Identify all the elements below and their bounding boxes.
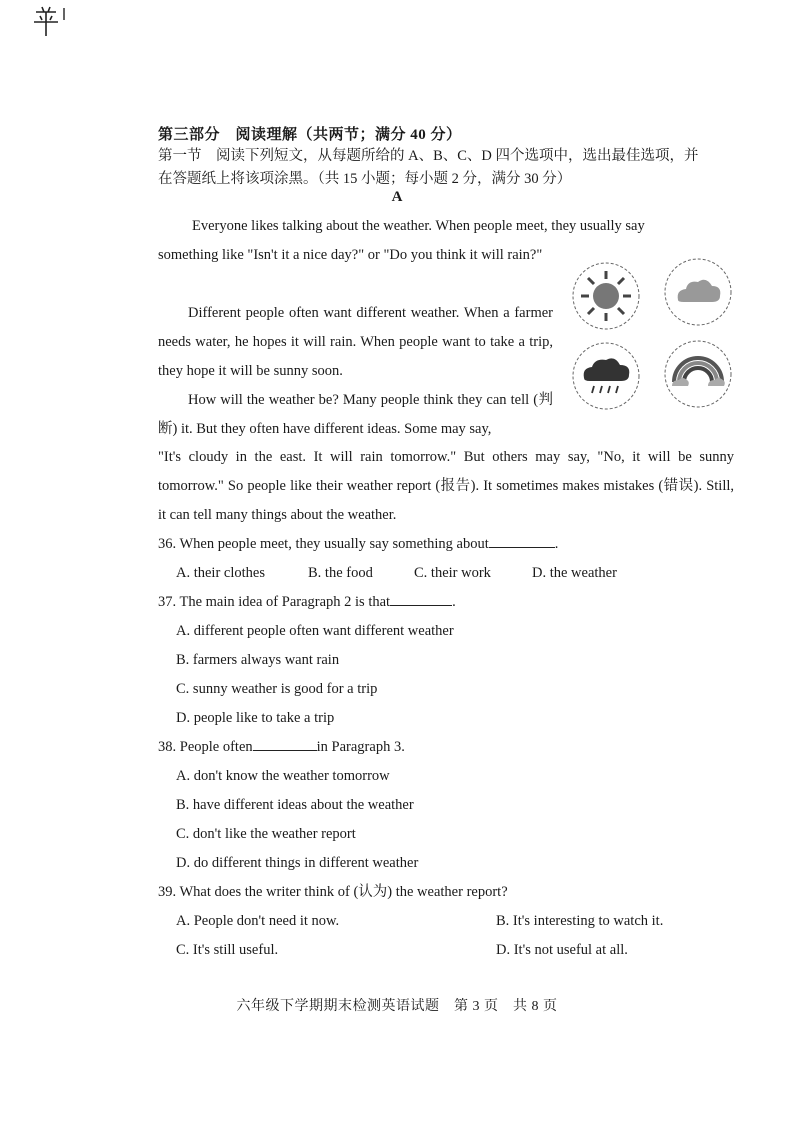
paragraph-3-part-2: "It's cloudy in the east. It will rain tomorrow." But others may say, "No, it will be sunny tomorrow." So people like their weather report (报告). It sometimes makes mistakes (错误). Still, it can tell many things about the weather. <box>158 449 734 523</box>
rain-cloud-icon <box>570 340 642 412</box>
option-a: A. different people often want different weather <box>176 623 454 639</box>
section-title: 第三部分 阅读理解（共两节；满分 40 分） <box>158 127 462 143</box>
sun-icon <box>570 260 642 332</box>
question-39: 39. What does the writer think of (认为) the weather report? <box>158 884 508 900</box>
answer-blank <box>390 591 452 606</box>
option-b: B. have different ideas about the weather <box>176 797 414 813</box>
option-a: A. their clothes <box>176 565 265 581</box>
paragraph-2: Different people often want different weather. When a farmer needs water, he hopes it will rain. When people want to take a trip, they hope it will be sunny soon. <box>158 305 553 379</box>
question-38: 38. People often in Paragraph 3. <box>158 733 736 762</box>
option-c: C. their work <box>414 565 491 581</box>
cloud-icon <box>662 256 734 328</box>
option-d: D. do different things in different weather <box>176 855 419 871</box>
option-d: D. people like to take a trip <box>176 710 335 726</box>
paragraph-3-part-1: How will the weather be? Many people think they can tell (判断) it. But they often have different ideas. Some may say, <box>158 392 553 437</box>
question-39-options-row-1 <box>158 907 736 936</box>
option-b: B. It's interesting to watch it. <box>496 913 664 929</box>
questions <box>158 530 736 965</box>
option-b: B. the food <box>308 565 373 581</box>
corner-handwriting-mark <box>30 4 70 43</box>
instructions-line-2: 在答题纸上将该项涂黑。（共 15 小题；每小题 2 分，满分 30 分） <box>158 171 572 187</box>
weather-icons <box>566 256 736 414</box>
question-36-options <box>158 559 736 588</box>
question-39-options-row-2 <box>158 936 736 965</box>
question-37: 37. The main idea of Paragraph 2 is that . <box>158 588 736 617</box>
question-36: 36. When people meet, they usually say something about . <box>158 530 736 559</box>
option-c: C. don't like the weather report <box>176 826 356 842</box>
option-a: A. don't know the weather tomorrow <box>176 768 390 784</box>
paragraph-1-rest: something like "Isn't it a nice day?" or "Do you think it will rain?" <box>158 247 543 263</box>
option-c: C. sunny weather is good for a trip <box>176 681 378 697</box>
instructions-line-1: 第一节 阅读下列短文，从每题所给的 A、B、C、D 四个选项中，选出最佳选项，并 <box>158 148 699 164</box>
option-c: C. It's still useful. <box>176 942 279 958</box>
answer-blank <box>489 533 555 548</box>
option-b: B. farmers always want rain <box>176 652 340 668</box>
instructions <box>158 145 736 191</box>
paragraph-1-first-line: Everyone likes talking about the weather. When people meet, they usually say <box>192 218 645 234</box>
passage-letter: A <box>391 189 403 205</box>
page-footer: 六年级下学期期末检测英语试题 第 3 页 共 8 页 <box>236 999 558 1014</box>
option-d: D. the weather <box>532 565 617 581</box>
answer-blank <box>253 736 317 751</box>
option-a: A. People don't need it now. <box>176 913 340 929</box>
rainbow-icon <box>662 338 734 410</box>
option-d: D. It's not useful at all. <box>496 942 628 958</box>
